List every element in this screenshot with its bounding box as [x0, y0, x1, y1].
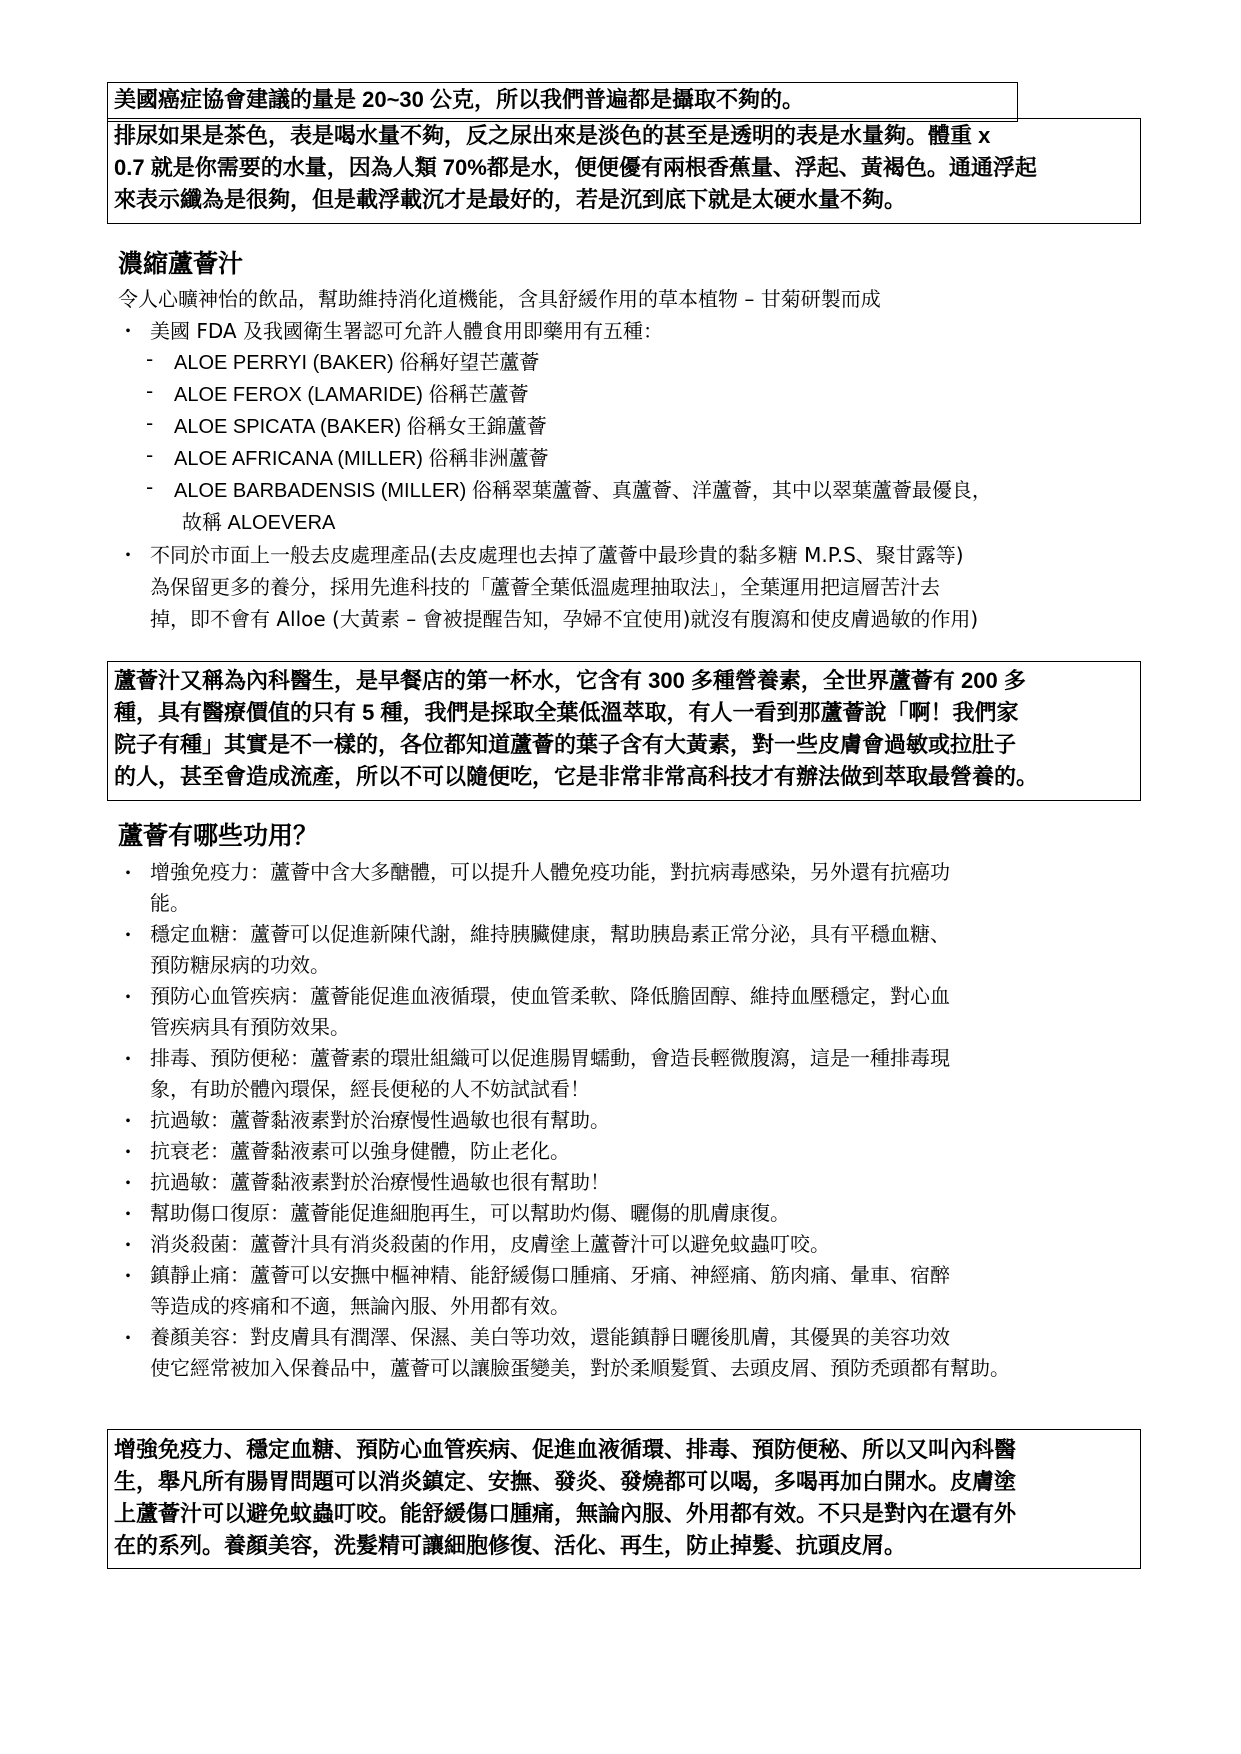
list-item-text: ・ 增強免疫力：蘆薈中含大多醣體，可以提升人體免疫功能，對抗病毒感染，另外還有抗癌功	[150, 860, 950, 884]
note-line: 院子有種」其實是不一樣的，各位都知道蘆薈的葉子含有大黃素，對一些皮膚會過敏或拉肚子	[114, 732, 1017, 757]
note-line: 生，舉凡所有腸胃問題可以消炎鎮定、安撫、發炎、發燒都可以喝，多喝再加白開水。皮膚塗	[114, 1469, 1017, 1494]
list-item-text: ・ 不同於市面上一般去皮處理產品(去皮處理也去掉了蘆薈中最珍貴的黏多糖 M.P.S、聚甘露等)	[150, 543, 964, 567]
note-line: 增強免疫力、穩定血糖、預防心血管疾病、促進血液循環、排毒、預防便秘、所以又叫內科醫	[114, 1437, 1017, 1462]
list-item-text: 為保留更多的養分，採用先進科技的「蘆薈全葉低溫處理抽取法」，全葉運用把這層苦汁去	[150, 575, 940, 599]
list-item	[118, 1105, 1148, 1136]
species-text: - ALOE AFRICANA (MILLER) 俗稱非洲蘆薈	[174, 448, 549, 470]
list-item-text: ・ 消炎殺菌：蘆薈汁具有消炎殺菌的作用，皮膚塗上蘆薈汁可以避免蚊蟲叮咬。	[150, 1232, 830, 1256]
note-line: 來表示纖為是很夠，但是載浮載沉才是最好的，若是沉到底下就是太硬水量不夠。	[114, 187, 907, 212]
list-item-text: 預防糖尿病的功效。	[150, 953, 330, 977]
list-item-text: ・ 抗衰老：蘆薈黏液素可以強身健體，防止老化。	[150, 1139, 570, 1163]
list-item	[118, 1167, 1148, 1198]
list-item	[118, 981, 1148, 1043]
list-item	[118, 1322, 1148, 1384]
note-line: 美國癌症協會建議的量是 20~30 公克，所以我們普遍都是攝取不夠的。	[114, 87, 805, 112]
aloe-species-list	[118, 347, 1148, 539]
benefits-list	[118, 857, 1148, 1384]
list-item-text: 能。	[150, 891, 190, 915]
list-item	[118, 1229, 1148, 1260]
list-item	[118, 315, 1148, 539]
list-item	[118, 443, 1148, 475]
list-item	[118, 1136, 1148, 1167]
list-item-text: ・ 抗過敏：蘆薈黏液素對於治療慢性過敏也很有幫助！	[150, 1170, 610, 1194]
list-item	[118, 919, 1148, 981]
list-item-text: 象，有助於體內環保，經長便秘的人不妨試試看！	[150, 1077, 590, 1101]
note-box-water	[107, 118, 1141, 224]
note-line: 0.7 就是你需要的水量，因為人類 70%都是水，便便優有兩根香蕉量、浮起、黃褐色。通通浮起	[114, 155, 1037, 180]
list-item-text: 等造成的疼痛和不適，無論內服、外用都有效。	[150, 1294, 570, 1318]
list-item	[118, 539, 1148, 635]
list-item-text: ・ 養顏美容：對皮膚具有潤澤、保濕、美白等功效，還能鎮靜日曬後肌膚，其優異的美容功效	[150, 1325, 950, 1349]
note-line: 排尿如果是茶色，表是喝水量不夠，反之尿出來是淡色的甚至是透明的表是水量夠。體重 x	[114, 123, 991, 148]
section-title-aloe-juice: 濃縮蘆薈汁	[118, 249, 244, 278]
list-item-text: ・ 穩定血糖：蘆薈可以促進新陳代謝，維持胰臟健康，幫助胰島素正常分泌，具有平穩血糖、	[150, 922, 950, 946]
list-item	[118, 411, 1148, 443]
list-item	[118, 1260, 1148, 1322]
note-line: 在的系列。養顏美容，洗髮精可讓細胞修復、活化、再生，防止掉髮、抗頭皮屑。	[114, 1533, 907, 1558]
list-item-text: 管疾病具有預防效果。	[150, 1015, 350, 1039]
list-item-text: ・ 幫助傷口復原：蘆薈能促進細胞再生，可以幫助灼傷、曬傷的肌膚康復。	[150, 1201, 790, 1225]
species-text: - ALOE SPICATA (BAKER) 俗稱女王錦蘆薈	[174, 416, 547, 438]
list-item	[118, 347, 1148, 379]
note-line: 蘆薈汁又稱為內科醫生，是早餐店的第一杯水，它含有 300 多種營養素，全世界蘆薈有 200 多	[114, 668, 1026, 693]
list-item	[118, 379, 1148, 411]
list-item	[118, 1198, 1148, 1229]
list-item	[118, 1043, 1148, 1105]
note-line: 上蘆薈汁可以避免蚊蟲叮咬。能舒緩傷口腫痛，無論內服、外用都有效。不只是對內在還有外	[114, 1501, 1017, 1526]
note-box-fiber	[107, 82, 1018, 122]
list-item	[118, 857, 1148, 919]
list-item-text: 使它經常被加入保養品中，蘆薈可以讓臉蛋變美，對於柔順髮質、去頭皮屑、預防禿頭都有幫助。	[150, 1356, 1010, 1380]
aloe-info-list	[118, 315, 1148, 635]
note-box-aloe-doctor	[107, 661, 1141, 801]
list-item-text: ・ 預防心血管疾病：蘆薈能促進血液循環，使血管柔軟、降低膽固醇、維持血壓穩定，對心血	[150, 984, 950, 1008]
note-box-summary	[107, 1429, 1141, 1569]
section-intro: 令人心曠神怡的飲品，幫助維持消化道機能，含具舒緩作用的草本植物 – 甘菊研製而成	[118, 287, 881, 311]
note-line: 的人，甚至會造成流產，所以不可以隨便吃，它是非常非常高科技才有辦法做到萃取最營養的。	[114, 764, 1039, 789]
list-item-text: ・ 美國 FDA 及我國衛生署認可允許人體食用即藥用有五種：	[150, 319, 663, 343]
list-item-text: ・ 抗過敏：蘆薈黏液素對於治療慢性過敏也很有幫助。	[150, 1108, 610, 1132]
note-line: 種，具有醫療價值的只有 5 種，我們是採取全葉低溫萃取，有人一看到那蘆薈說「啊！我們家	[114, 700, 1019, 725]
species-text: - ALOE BARBADENSIS (MILLER) 俗稱翠葉蘆薈、真蘆薈、洋蘆薈，其中以翠葉蘆薈最優良，	[174, 480, 992, 502]
species-text: - ALOE PERRYI (BAKER) 俗稱好望芒蘆薈	[174, 352, 540, 374]
list-item	[118, 475, 1148, 539]
section-title-aloe-benefits: 蘆薈有哪些功用？	[118, 821, 319, 850]
species-text: 故稱 ALOEVERA	[182, 512, 336, 534]
list-item-text: 掉，即不會有 Alloe (大黃素 – 會被提醒告知，孕婦不宜使用)就沒有腹瀉和使皮膚過敏的作用)	[150, 607, 979, 631]
species-text: - ALOE FEROX (LAMARIDE) 俗稱芒蘆薈	[174, 384, 529, 406]
list-item-text: ・ 排毒、預防便秘：蘆薈素的環壯組織可以促進腸胃蠕動，會造長輕微腹瀉，這是一種排毒現	[150, 1046, 950, 1070]
list-item-text: ・ 鎮靜止痛：蘆薈可以安撫中樞神精、能舒緩傷口腫痛、牙痛、神經痛、筋肉痛、暈車、宿醉	[150, 1263, 950, 1287]
